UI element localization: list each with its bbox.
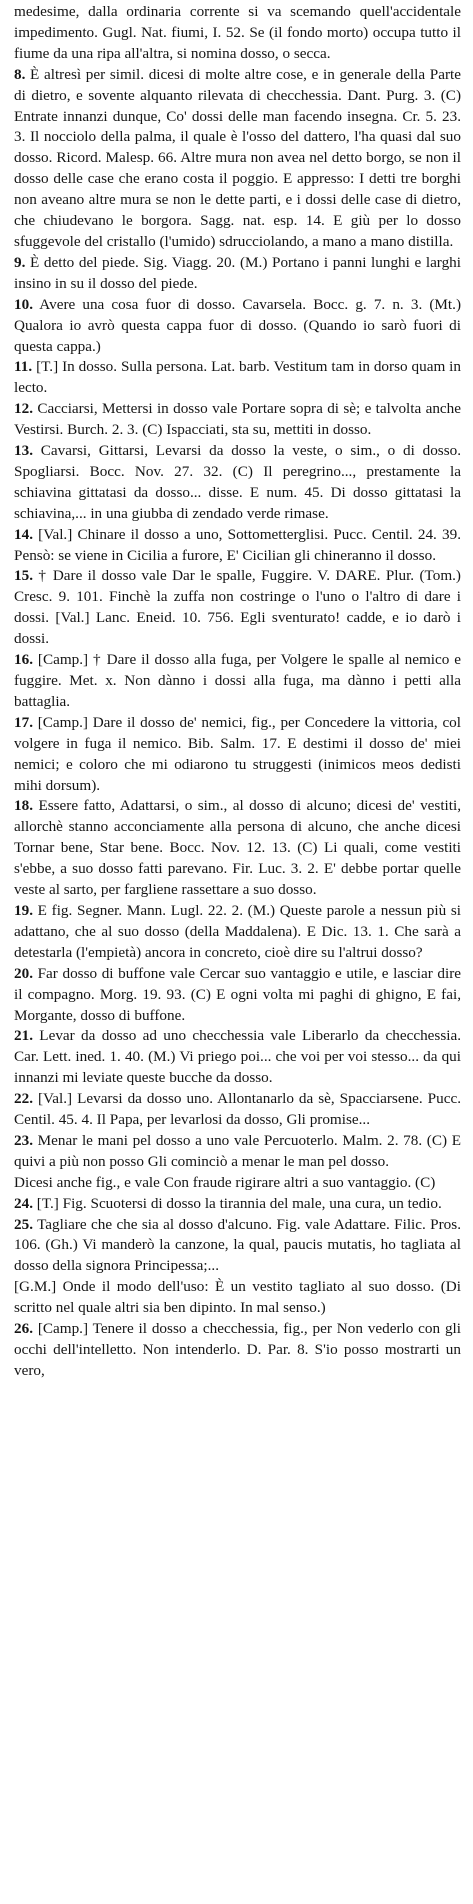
entry-number: 11. (14, 358, 33, 376)
entry-15: 15. † Dare il dosso vale Dar le spalle, Fuggire. V. DARE. Plur. (Tom.) Cresc. 9. 101. Finchè la zuffa non costringe o l'uno o l'altro di dare i dossi. [Val.] Lanc. Eneid. 10. 756. Egli sventurato! cadde, e io darò i dossi. (14, 567, 461, 648)
entry-number: 15. (14, 567, 33, 585)
entry-number: 18. (14, 797, 33, 815)
entry-10: 10. Avere una cosa fuor di dosso. Cavarsela. Bocc. g. 7. n. 3. (Mt.) Qualora io avrò questa cappa fuor di dosso. (Quando io sarò fuori di questa cappa.) (14, 295, 461, 355)
entry-25-usage: [G.M.] Onde il modo dell'uso: È un vestito tagliato al suo dosso. (Di scritto nel quale altri sia ben dipinto. In mal senso.) (14, 1278, 461, 1317)
entry-25: 25. Tagliare che che sia al dosso d'alcuno. Fig. vale Adattare. Filic. Pros. 106. (Gh.) Vi manderò la canzone, la qual, paucis mutatis, ho tagliata al dosso della signora Principessa;... (14, 1215, 461, 1275)
entry-21: 21. Levar da dosso ad uno checchessia vale Liberarlo da checchessia. Car. Lett. ined. 1. 40. (M.) Vi priego poi... che voi per voi stesso... da qui innanzi mi leviate queste bucche da dosso. (14, 1027, 461, 1087)
entry-number: 12. (14, 400, 33, 418)
entry-16: 16. [Camp.] † Dare il dosso alla fuga, per Volgere le spalle al nemico e fuggire. Met. x. Non dànno i dossi alla fuga, ma dànno i petti alla battaglia. (14, 651, 461, 710)
entry-18: 18. Essere fatto, Adattarsi, o sim., al dosso di alcuno; dicesi de' vestiti, allorchè stanno acconciamente alla persona di alcuno, che anche dicesi Tornar bene, Star bene. Bocc. Nov. 12. 13. (C) Li quali, come vestiti s'ebbe, a suo dosso fatti parevano. Fir. Luc. 3. 2. E' debbe portar quelle veste al sarto, per fargliene rassettare a suo dosso. (14, 797, 461, 899)
entry-14: 14. [Val.] Chinare il dosso a uno, Sottometterglisi. Pucc. Centil. 24. 39. Pensò: se viene in Cicilia a furore, E' Cicilian gli chineranno il dosso. (14, 525, 461, 564)
entry-number: 24. (14, 1194, 33, 1212)
entry-number: 14. (14, 525, 33, 543)
entry-continuation: medesime, dalla ordinaria corrente si va scemando quell'accidentale impedimento. Gugl. Nat. fiumi, I. 52. Se (il fondo morto) occupa tutto il fiume da una ripa all'altra, si nomina dosso, o secca. (14, 3, 461, 62)
entry-number: 20. (14, 964, 33, 982)
entry-13: 13. Cavarsi, Gittarsi, Levarsi da dosso la veste, o sim., o di dosso. Spogliarsi. Bocc. Nov. 27. 32. (C) Il peregrino..., prestamente la schiavina gittatasi da dosso... disse. E num. 45. Di dosso gittatasi la schiavina,... in una giubba di zendado verde rimase. (14, 442, 461, 522)
entry-number: 25. (14, 1215, 33, 1233)
entry-22: 22. [Val.] Levarsi da dosso uno. Allontanarlo da sè, Spacciarsene. Pucc. Centil. 45. 4. Il Papa, per levarlosi da dosso, Gli promise... (14, 1090, 461, 1129)
entry-number: 22. (14, 1090, 33, 1108)
entry-8: 8. È altresì per simil. dicesi di molte altre cose, e in generale della Parte di dietro, e sovente alquanto rilevata di checchessia. Dant. Purg. 3. (C) Entrate innanzi dunque, Co' dossi delle man facendo insegna. Cr. 5. 23. 3. Il nocciolo della palma, il quale è l'osso del dattero, l'ha quasi dal suo dosso. Ricord. Malesp. 66. Altre mura non avea nel detto borgo, se non il dosso delle case che erano costa il poggio. E appresso: I detti tre borghi non aveano altre mura se non le dette parti, e i dossi delle case di dietro, che chiudevano le borgora. Sagg. nat. esp. 14. E giù per lo dosso sfuggevole del cristallo (l'umido) sdrucciolando, a mano a mano distilla. (14, 65, 461, 250)
entry-12: 12. Cacciarsi, Mettersi in dosso vale Portare sopra di sè; e talvolta anche Vestirsi. Burch. 2. 3. (C) Ispacciati, sta su, mettiti in dosso. (14, 400, 461, 439)
entry-number: 26. (14, 1320, 33, 1338)
entry-number: 17. (14, 713, 33, 731)
entry-11: 11. [T.] In dosso. Sulla persona. Lat. barb. Vestitum tam in dorso quam in lecto. (14, 358, 461, 397)
entry-number: 21. (14, 1027, 33, 1045)
entry-17: 17. [Camp.] Dare il dosso de' nemici, fig., per Concedere la vittoria, col volgere in fuga il nemico. Bib. Salm. 17. E destimi il dosso de' miei nemici; e coloro che mi odiarono tu struggesti (inimicos meos dedisti mihi dorsum). (14, 713, 461, 794)
entry-number: 23. (14, 1131, 33, 1149)
entry-9: 9. È detto del piede. Sig. Viagg. 20. (M.) Portano i panni lunghi e larghi insino in su il dosso del piede. (14, 253, 461, 292)
entry-number: 19. (14, 901, 33, 919)
entry-number: 16. (14, 651, 33, 669)
entry-26: 26. [Camp.] Tenere il dosso a checchessia, fig., per Non vederlo con gli occhi dell'intelletto. Non intenderlo. D. Par. 8. S'io posso mostrarti un vero, (14, 1320, 461, 1379)
entry-19: 19. E fig. Segner. Mann. Lugl. 22. 2. (M.) Queste parole a nessun più si adattano, che al suo dosso (della Maddalena). E Dic. 13. 1. Che sarà a detestarla (l'empietà) ancora in concreto, cioè dire su l'altrui dosso? (14, 901, 461, 961)
entry-number: 9. (14, 253, 26, 271)
entry-23: 23. Menar le mani pel dosso a uno vale Percuoterlo. Malm. 2. 78. (C) E quivi a più non posso Gli cominciò a menar le man pel dosso. (14, 1131, 461, 1170)
entry-24: 24. [T.] Fig. Scuotersi di dosso la tirannia del male, una cura, un tedio. (14, 1194, 442, 1212)
entry-number: 10. (14, 295, 33, 313)
entry-number: 13. (14, 442, 33, 460)
entry-23-figurative: Dicesi anche fig., e vale Con fraude rigirare altri a suo vantaggio. (C) (14, 1173, 436, 1191)
entry-20: 20. Far dosso di buffone vale Cercar suo vantaggio e utile, e lasciar dire il compagno. Morg. 19. 93. (C) E ogni volta mi paghi di ghigno, E fai, Morgante, dosso di buffone. (14, 964, 461, 1024)
entry-number: 8. (14, 65, 26, 83)
